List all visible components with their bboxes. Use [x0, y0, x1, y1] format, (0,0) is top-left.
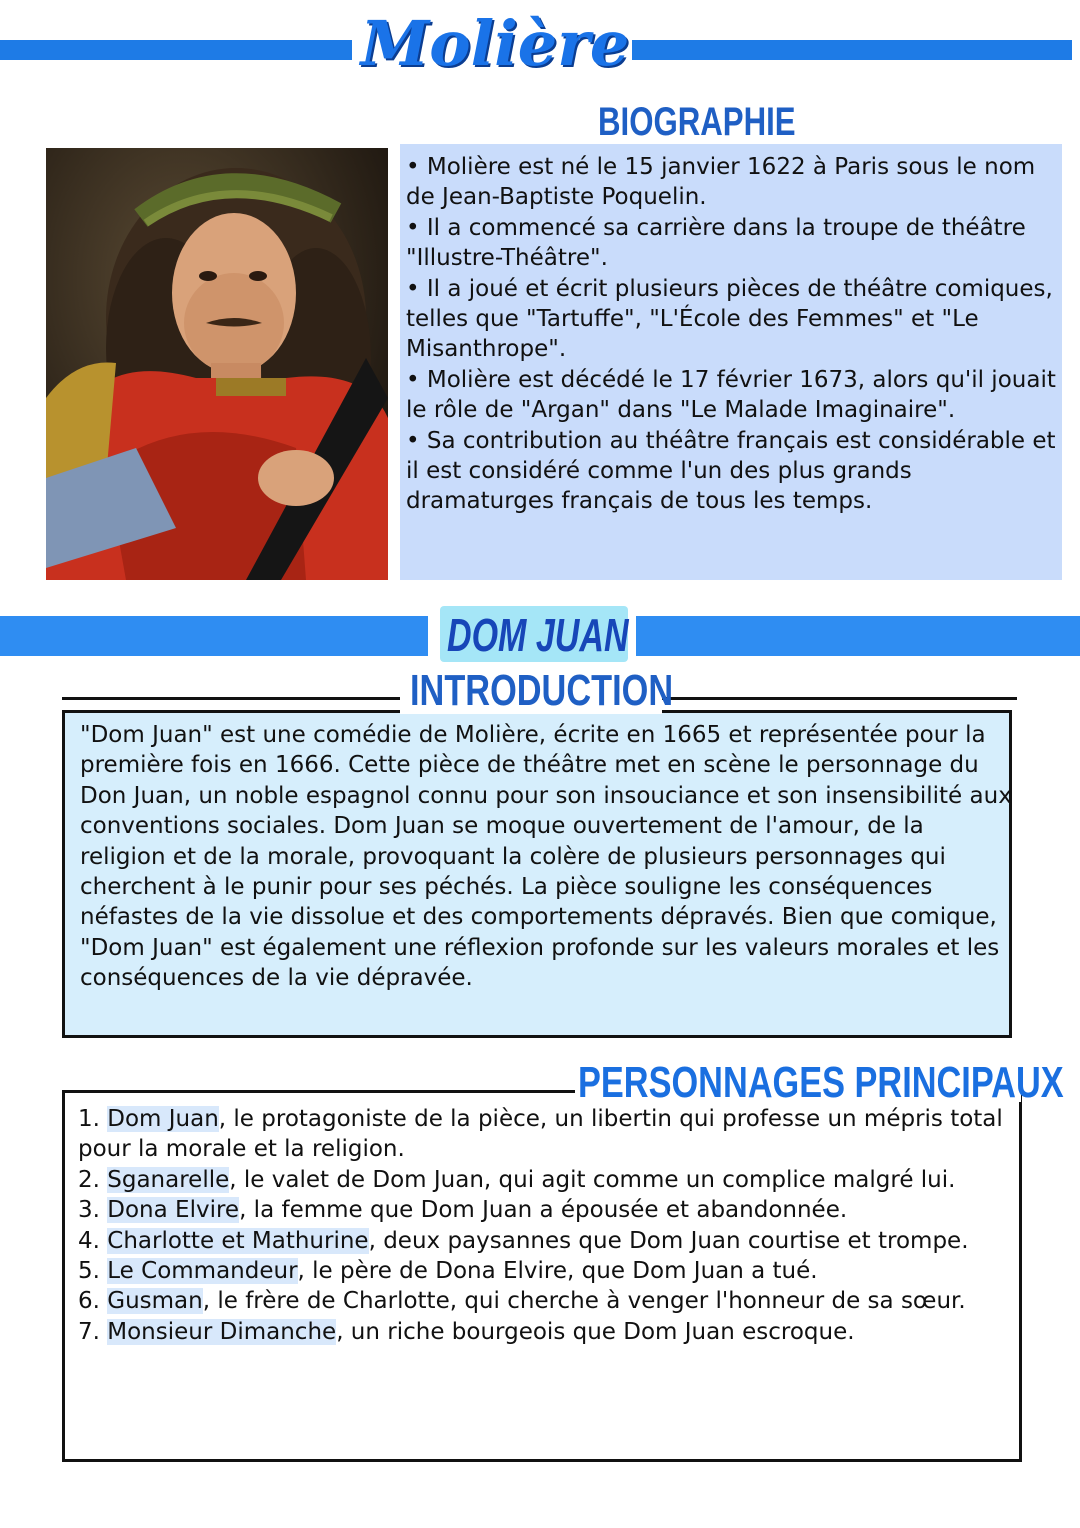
character-name: Gusman	[107, 1288, 203, 1315]
list-item: 4. Charlotte et Mathurine, deux paysannes que Dom Juan courtise et trompe.	[78, 1227, 969, 1254]
list-item: 5. Le Commandeur, le père de Dona Elvire, que Dom Juan a tué.	[78, 1258, 818, 1285]
character-name: Dona Elvire	[107, 1197, 240, 1224]
character-name: Monsieur Dimanche	[107, 1318, 337, 1345]
bio-item: • Il a commencé sa carrière dans la troupe de théâtre "Illustre-Théâtre".	[406, 214, 1026, 272]
character-name: Dom Juan	[107, 1106, 219, 1132]
biography-heading: BIOGRAPHIE	[598, 100, 796, 144]
list-item: 6. Gusman, le frère de Charlotte, qui cherche à venger l'honneur de sa sœur.	[78, 1288, 966, 1315]
biography-text	[406, 152, 1056, 517]
introduction-heading: INTRODUCTION	[410, 666, 674, 715]
header-rule-left	[0, 40, 352, 60]
dom-juan-title: DOM JUAN	[447, 609, 629, 661]
characters-heading: PERSONNAGES PRINCIPAUX	[578, 1058, 1064, 1107]
bio-item: • Molière est décédé le 17 février 1673, alors qu'il jouait le rôle de "Argan" dans "Le Malade Imaginaire".	[406, 366, 1056, 424]
portrait-illustration	[46, 148, 388, 580]
introduction-text: "Dom Juan" est une comédie de Molière, écrite en 1665 et représentée pour la première fois en 1666. Cette pièce de théâtre met en scène le personnage du Don Juan, un noble espagnol connu pour son insouciance et son insensibilité aux conventions sociales. Dom Juan se moque ouvertement de l'amour, de la religion et de la morale, provoquant la colère de plusieurs personnages qui cherchent à le punir pour ses péchés. La pièce souligne les conséquences néfastes de la vie dissolue et des comportements dépravés. Bien que comique, "Dom Juan" est également une réflexion profonde sur les valeurs morales et les conséquences de la vie dépravée.	[80, 722, 1012, 992]
list-item: 7. Monsieur Dimanche, un riche bourgeois que Dom Juan escroque.	[78, 1318, 855, 1345]
list-item: 1. Dom Juan, le protagoniste de la pièce, un libertin qui professe un mépris total pour la morale et la religion.	[78, 1106, 1003, 1163]
bio-item: • Sa contribution au théâtre français est considérable et il est considéré comme l'un des plus grands dramaturges français de tous les temps.	[406, 427, 1056, 515]
characters-list	[78, 1104, 1018, 1347]
character-name: Charlotte et Mathurine	[107, 1227, 369, 1254]
page-title: Molière	[360, 7, 630, 80]
portrait-image	[46, 148, 388, 580]
bio-item: • Molière est né le 15 janvier 1622 à Paris sous le nom de Jean-Baptiste Poquelin.	[406, 154, 1036, 211]
dom-juan-band-right	[636, 616, 1080, 656]
character-name: Sganarelle	[107, 1166, 230, 1193]
list-item: 3. Dona Elvire, la femme que Dom Juan a épousée et abandonnée.	[78, 1197, 848, 1224]
bio-item: • Il a joué et écrit plusieurs pièces de théâtre comiques, telles que "Tartuffe", "L'École des Femmes" et "Le Misanthrope".	[406, 275, 1053, 363]
list-item: 2. Sganarelle, le valet de Dom Juan, qui agit comme un complice malgré lui.	[78, 1166, 956, 1193]
header-rule-right	[632, 40, 1072, 60]
dom-juan-band-left	[0, 616, 428, 656]
character-name: Le Commandeur	[107, 1258, 298, 1285]
